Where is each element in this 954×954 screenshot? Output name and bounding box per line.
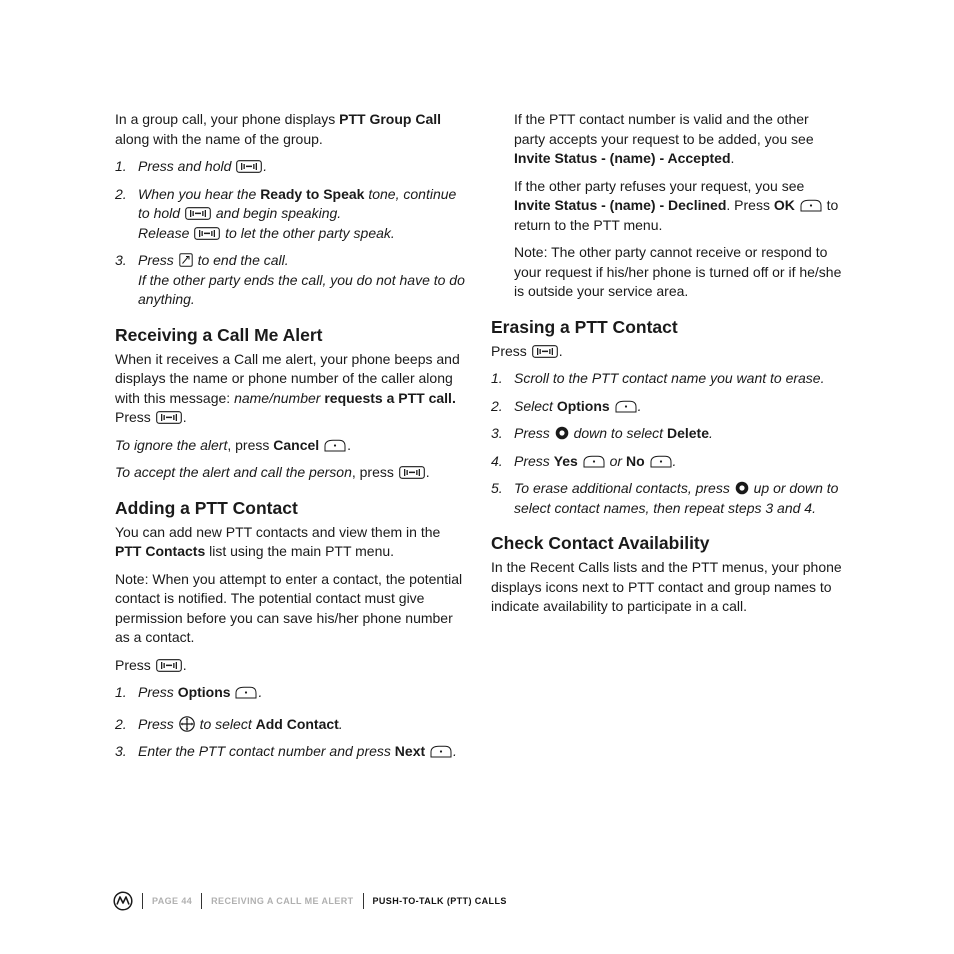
right-column — [491, 110, 843, 625]
footer-divider — [201, 893, 202, 909]
ptt-button-icon — [532, 345, 558, 358]
list-item: 2. Select Options . — [491, 397, 642, 414]
page-number: PAGE 44 — [152, 896, 193, 906]
list-item: 3. Enter the PTT contact number and press Next . — [115, 743, 457, 759]
left-column — [115, 110, 465, 770]
ptt-button-icon — [156, 659, 182, 672]
list-item: 1. Press and hold . — [115, 158, 268, 174]
nav-key-icon — [179, 716, 195, 732]
chapter-title: PUSH-TO-TALK (PTT) CALLS — [372, 896, 507, 906]
ptt-button-icon — [194, 227, 220, 240]
heading-receiving-call-me-alert: Receiving a Call Me Alert — [115, 324, 323, 345]
accept-alert-paragraph: To accept the alert and call the person, press . — [115, 464, 430, 480]
section-title: RECEIVING A CALL ME ALERT — [211, 896, 354, 906]
nav-key-icon — [735, 481, 749, 495]
softkey-icon — [650, 455, 672, 468]
softkey-icon — [430, 745, 452, 758]
softkey-icon — [800, 199, 822, 212]
check-availability-paragraph: In the Recent Calls lists and the PTT menus, your phone displays icons next to PTT contact and group names to indicate availability to participate in a call. — [491, 559, 842, 614]
ptt-button-icon — [156, 411, 182, 424]
list-item: 3. Press to end the call. If the other party ends the call, you do not have to do anything. — [115, 252, 465, 307]
ptt-button-icon — [399, 466, 425, 479]
declined-paragraph: If the other party refuses your request, you see Invite Status - (name) - Declined. Press OK to return to the PTT menu. — [514, 177, 839, 233]
list-item: 2. When you hear the Ready to Speak tone, continue to hold and begin speaking. Release to let the other party speak. — [115, 185, 457, 241]
ptt-button-icon — [236, 160, 262, 173]
end-key-icon — [179, 253, 193, 267]
list-item: 4. Press Yes or No . — [491, 452, 677, 469]
heading-adding-ptt-contact: Adding a PTT Contact — [115, 497, 298, 518]
softkey-icon — [235, 686, 257, 699]
group-call-steps — [115, 157, 465, 310]
softkey-icon — [615, 400, 637, 413]
group-call-paragraph: In a group call, your phone displays PTT Group Call along with the name of the group. — [115, 111, 442, 147]
nav-key-icon — [555, 426, 569, 440]
ignore-alert-paragraph: To ignore the alert, press Cancel . — [115, 436, 351, 453]
list-item: 1. Scroll to the PTT contact name you want to erase. — [491, 370, 825, 386]
motorola-logo-icon — [113, 891, 133, 911]
softkey-icon — [583, 455, 605, 468]
add-contact-press: Press . — [115, 656, 187, 673]
footer-divider — [142, 893, 143, 909]
call-me-paragraph: When it receives a Call me alert, your phone beeps and displays the name or phone number of the caller along with this message: name/number requests a PTT call. Press . — [115, 350, 460, 425]
heading-check-contact-availability: Check Contact Availability — [491, 533, 710, 553]
list-item: 2. Press to select Add Contact. — [115, 715, 343, 732]
softkey-icon — [324, 439, 346, 452]
heading-erasing-ptt-contact: Erasing a PTT Contact — [491, 316, 678, 337]
add-contact-paragraph: You can add new PTT contacts and view them in the PTT Contacts list using the main PTT menu. — [115, 523, 441, 559]
list-item: 1. Press Options . — [115, 684, 263, 700]
accepted-paragraph: If the PTT contact number is valid and the other party accepts your request to be added, you see Invite Status - (name) - Accepted. — [514, 111, 814, 166]
add-contact-steps — [115, 683, 465, 762]
page-footer — [113, 890, 507, 912]
erase-contact-steps — [491, 369, 843, 518]
ptt-button-icon — [185, 207, 211, 220]
list-item: 5. To erase additional contacts, press up or down to select contact names, then repeat steps 3 and 4. — [491, 480, 839, 516]
list-item: 3. Press down to select Delete. — [491, 425, 713, 441]
availability-note: Note: The other party cannot receive or respond to your request if his/her phone is turned off or if he/she is outside your service area. — [514, 244, 842, 299]
erase-press: Press . — [491, 342, 563, 359]
footer-divider — [363, 893, 364, 909]
add-contact-note: Note: When you attempt to enter a contact, the potential contact is notified. The potential contact must give permission before you can save his/her phone number as a contact. — [115, 570, 463, 645]
